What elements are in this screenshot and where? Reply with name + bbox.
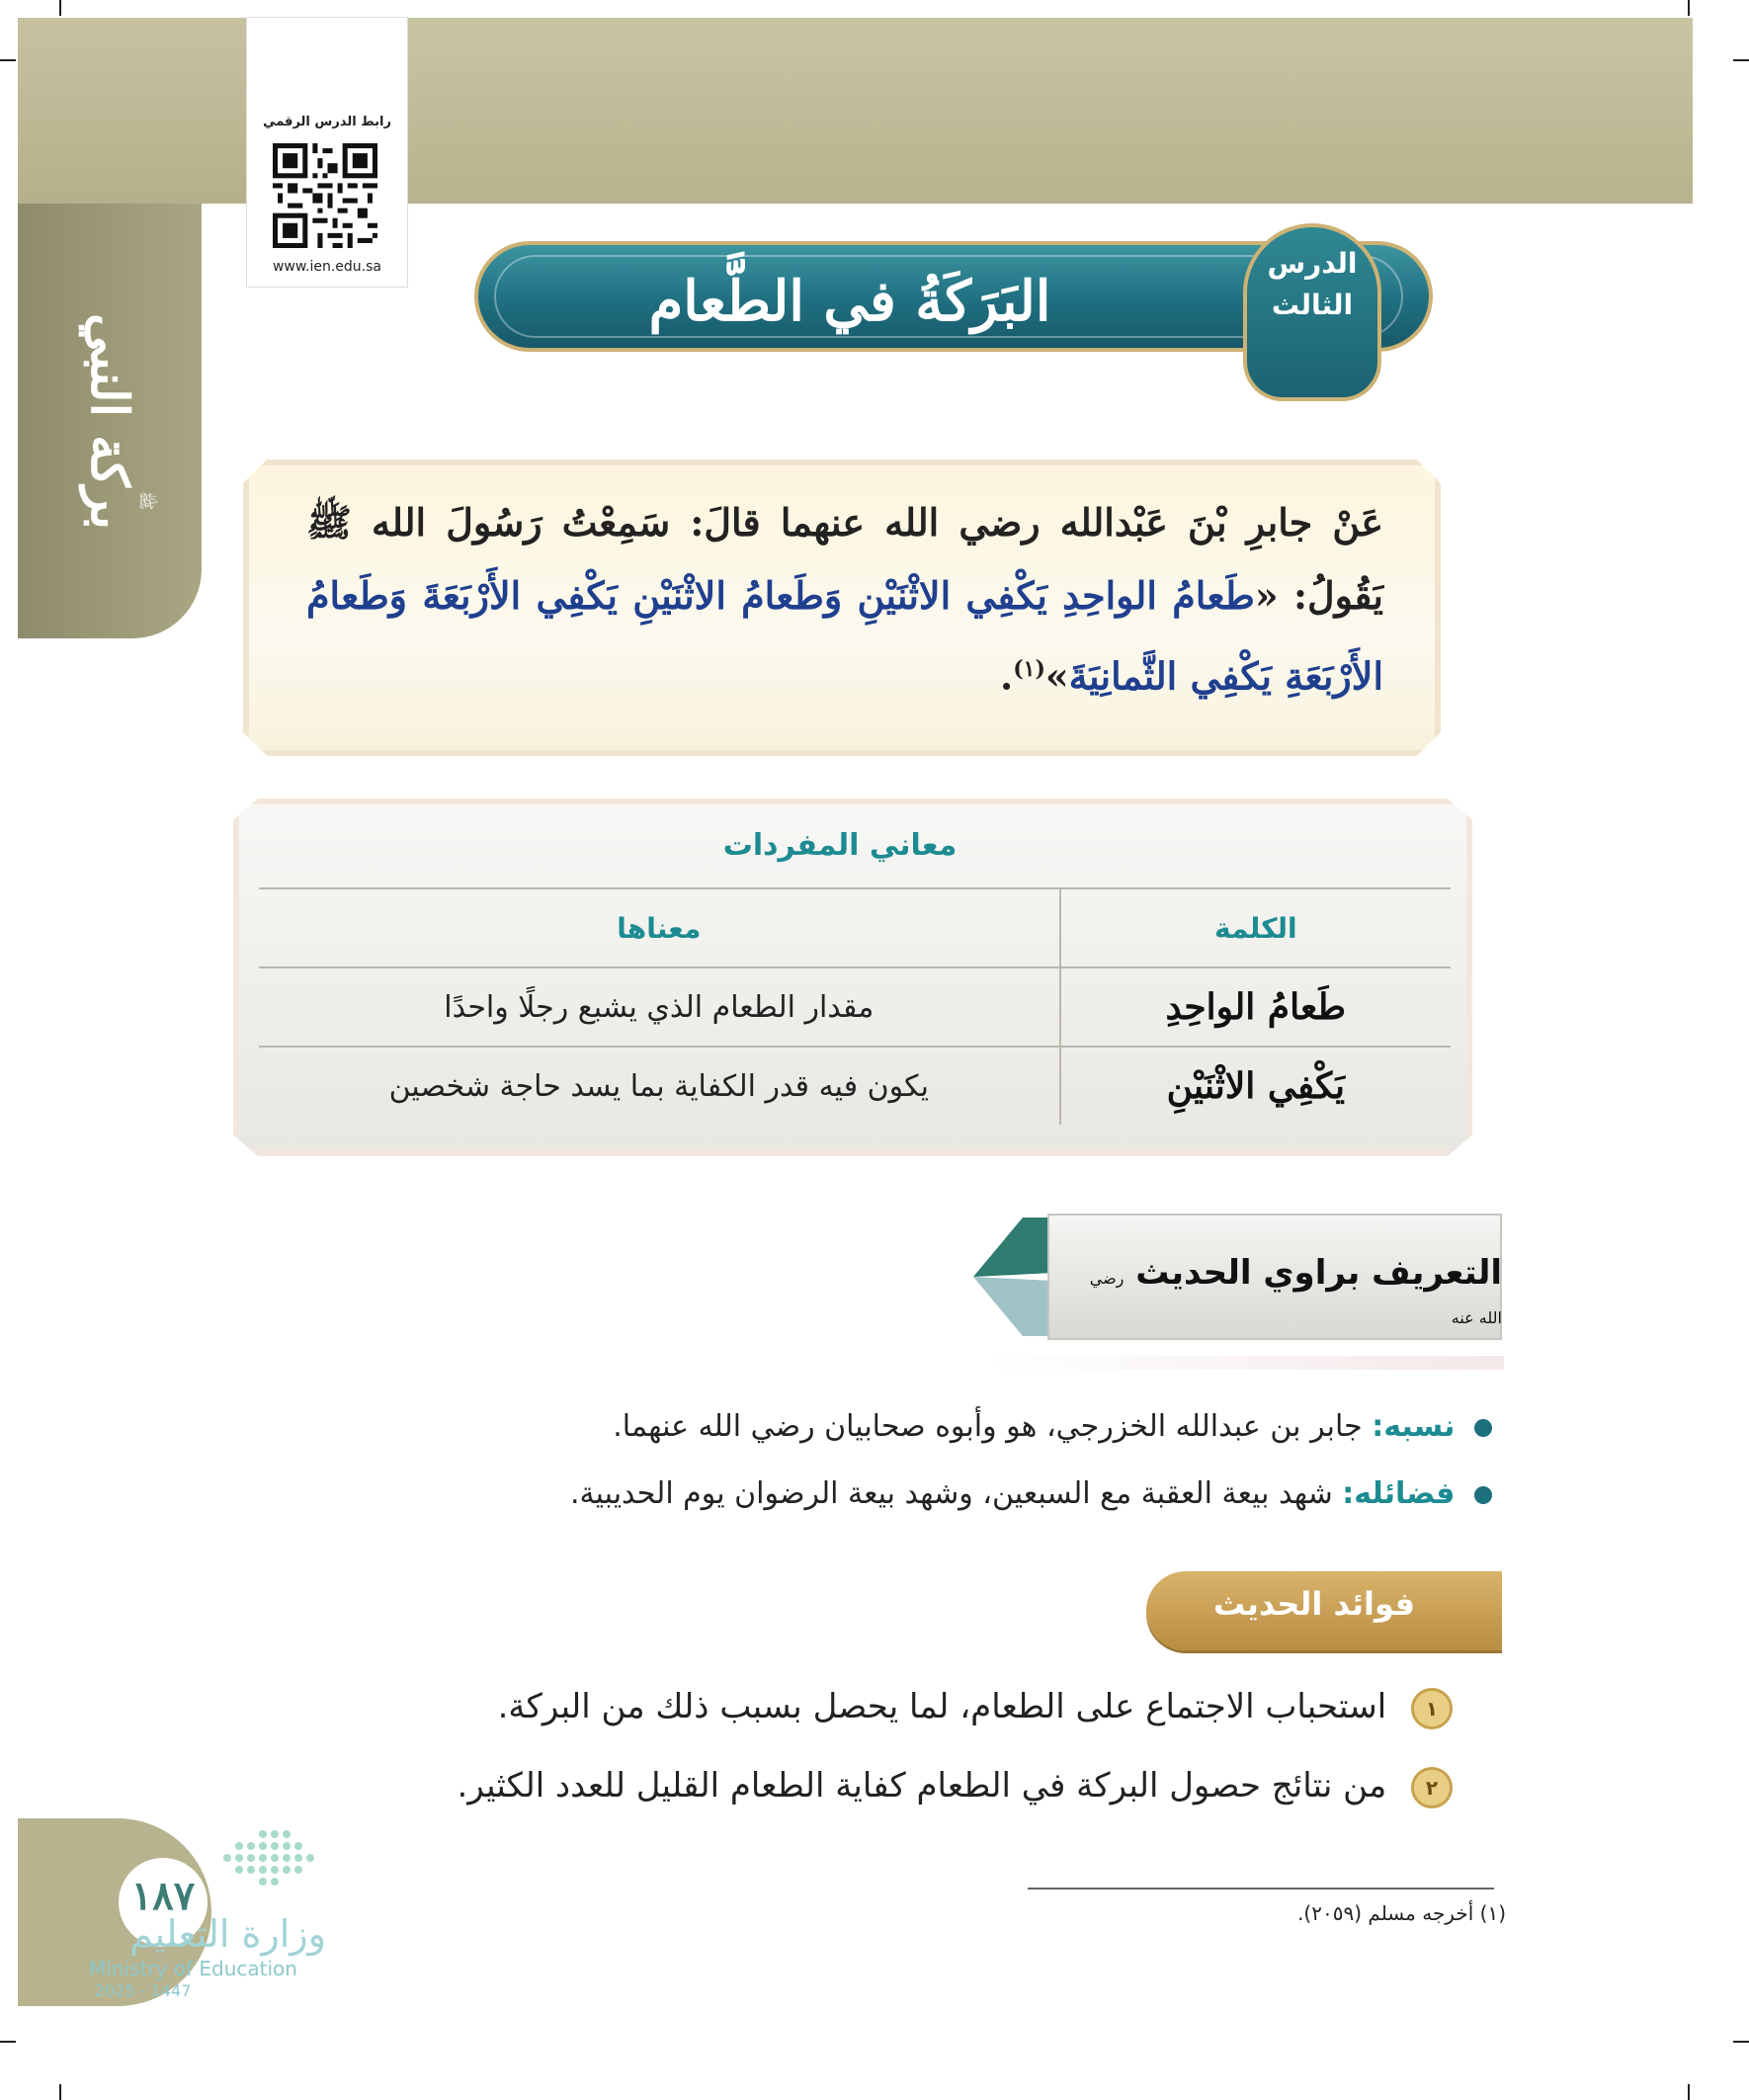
benefits-title: فوائد الحديث: [1212, 1585, 1416, 1623]
crop-mark: [59, 0, 61, 16]
narrator-item-text: جابر بن عبدالله الخزرجي، هو وأبوه صحابيان رضي الله عنهما.: [613, 1409, 1363, 1444]
crop-mark: [1688, 0, 1690, 16]
lesson-title: البَرَكَةُ في الطَّعام: [648, 269, 1051, 334]
ministry-logo-icon: [217, 1828, 326, 1907]
table-row: [259, 967, 1451, 1047]
crop-mark: [1688, 2084, 1690, 2100]
qr-url[interactable]: www.ien.edu.sa: [272, 259, 382, 275]
qr-code-icon[interactable]: [273, 143, 377, 248]
ministry-name-en: Ministry of Education: [89, 1957, 297, 1980]
vocab-header-row: [259, 888, 1451, 967]
number-badge-icon: ١: [1411, 1688, 1453, 1729]
section-divider: [988, 1356, 1504, 1370]
bullet-icon: [1474, 1486, 1492, 1504]
vocab-word: طَعامُ الواحِدِ: [1060, 967, 1451, 1047]
edition-year: 2025 - 1447: [95, 1981, 192, 2000]
footnote: (١) أخرجه مسلم (٢٠٥٩).: [1297, 1901, 1506, 1925]
narrator-item-label: فضائله:: [1342, 1476, 1456, 1511]
crop-mark: [1733, 2041, 1749, 2043]
vocab-meaning: يكون فيه قدر الكفاية بما يسد حاجة شخصين: [259, 1047, 1060, 1125]
crop-mark: [59, 2084, 61, 2100]
list-item: [356, 1403, 1492, 1451]
bullet-icon: [1474, 1419, 1492, 1437]
vocab-col-word: الكلمة: [1060, 888, 1451, 967]
table-row: [259, 1047, 1451, 1125]
list-item: [356, 1470, 1492, 1518]
narrator-title-text: التعريف براوي الحديث: [1135, 1253, 1502, 1293]
narrator-title: [1087, 1253, 1502, 1332]
list-item: [375, 1680, 1453, 1733]
header-band: [400, 18, 1693, 204]
hadith-quote: طَعامُ الواحِدِ يَكْفِي الاثْنَيْنِ وَطَعامُ الاثْنَيْنِ يَكْفِي الأَرْبَعَةَ وَطَعامُ الأَرْبَعَةِ يَكْفِي الثَّمانِيَةَ: [306, 573, 1383, 699]
number-badge-icon: ٢: [1411, 1767, 1453, 1808]
hadith-close: »: [1044, 653, 1069, 699]
vocab-heading: معاني المفردات: [722, 828, 958, 863]
vocab-col-meaning: معناها: [259, 888, 1060, 967]
spine-honorific: ﷺ: [137, 491, 156, 511]
narrator-honorific: رضي الله عنه: [1089, 1269, 1502, 1327]
crop-mark: [1733, 59, 1749, 61]
hadith-intro: عَنْ جابرِ بْنَ عَبْدالله رضي الله عنهما قالَ: سَمِعْتُ رَسُولَ الله ﷺ يَقُولُ: «: [306, 500, 1384, 618]
vocab-word: يَكْفِي الاثْنَيْنِ: [1060, 1047, 1451, 1125]
narrator-item-label: نسبه:: [1372, 1409, 1456, 1444]
unit-spine-title: بركة النبي: [79, 312, 139, 530]
lesson-tab-ordinal: الثالث: [1271, 289, 1354, 321]
lesson-tab-label: الدرس: [1267, 247, 1358, 280]
ministry-name-ar: وزارة التعليم: [129, 1912, 326, 1956]
footnote-rule: [1028, 1888, 1494, 1890]
list-item: [375, 1759, 1453, 1812]
qr-title: رابط الدرس الرقمي: [263, 115, 391, 129]
crop-mark: [0, 59, 16, 61]
benefit-text: استحباب الاجتماع على الطعام، لما يحصل بسبب ذلك من البركة.: [497, 1687, 1387, 1726]
vocab-table: [259, 887, 1451, 1125]
crop-mark: [0, 2041, 16, 2043]
benefit-text: من نتائج حصول البركة في الطعام كفاية الطعام القليل للعدد الكثير.: [457, 1766, 1387, 1806]
hadith-footnote-ref[interactable]: (١): [1013, 656, 1045, 682]
hadith-end: .: [1000, 653, 1014, 699]
page-number: ١٨٧: [130, 1873, 196, 1919]
vocab-meaning: مقدار الطعام الذي يشبع رجلًا واحدًا: [259, 967, 1060, 1047]
hadith-text: [306, 486, 1383, 714]
narrator-item-text: شهد بيعة العقبة مع السبعين، وشهد بيعة الرضوان يوم الحديبية.: [569, 1476, 1333, 1511]
